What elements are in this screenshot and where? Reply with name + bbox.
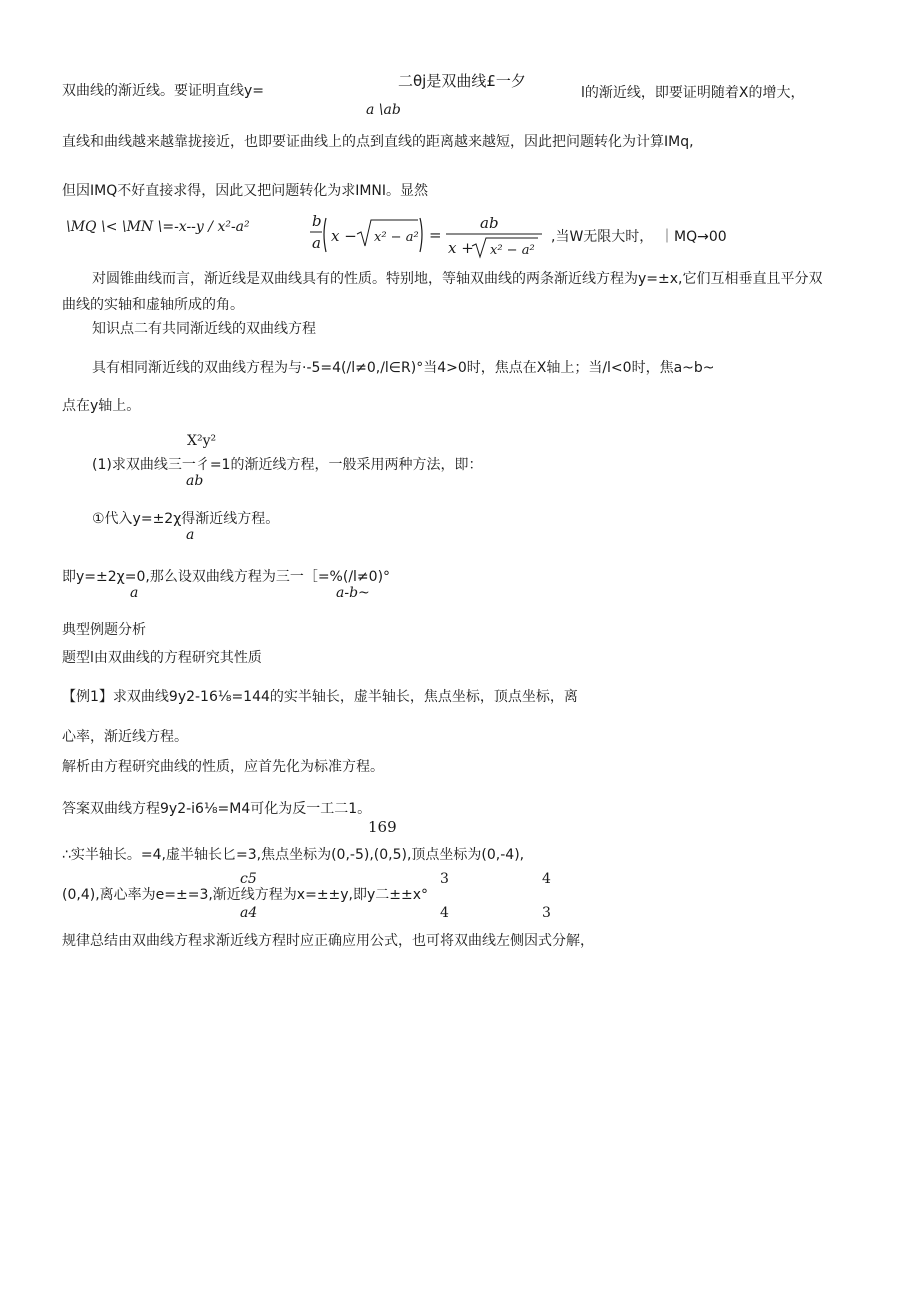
line1-top: 二θj是双曲线£一夕 [398, 72, 526, 90]
para2-line2: 点在y轴上。 [62, 398, 141, 414]
formula-den-radicand: x² − a² [490, 243, 535, 258]
line1-left: 双曲线的渐近线。要证明直线y= [62, 83, 265, 99]
result-d3: 3 [542, 905, 551, 921]
item1-sub: ab [186, 473, 204, 489]
kp2-title: 知识点二有共同渐近线的双曲线方程 [92, 321, 316, 337]
result-line1: ∴实半轴长。=4,虚半轴长匕=3,焦点坐标为(0,-5),(0,5),顶点坐标为(0,-4), [62, 847, 525, 863]
summary: 规律总结由双曲线方程求渐近线方程时应正确应用公式，也可将双曲线左侧因式分解， [62, 933, 594, 949]
ex1-line1: 【例1】求双曲线9y2-16⅛=144的实半轴长，虚半轴长，焦点坐标，顶点坐标，离 [62, 689, 578, 705]
formula-tail1: ,当W无限大时， [551, 229, 654, 245]
section-type1: 题型l由双曲线的方程研究其性质 [62, 650, 262, 666]
answer-line1: 答案双曲线方程9y2-i6⅛=M4可化为反一工二1。 [62, 801, 372, 817]
result-n3: 3 [440, 871, 449, 887]
formula-x-minus: x − [331, 227, 357, 245]
formula-den-x: x + [448, 239, 474, 257]
item2-sub: a [186, 527, 195, 543]
math-formula [310, 212, 550, 262]
line1-bottom: a \ab [366, 102, 401, 118]
line2: 直线和曲线越来越靠拢接近，也即要证曲线上的点到直线的距离越来越短，因此把问题转化为计算IMq, [62, 134, 694, 150]
para1-line1: 对圆锥曲线而言，渐近线是双曲线具有的性质。特别地，等轴双曲线的两条渐近线方程为y=±x,它们互相垂直且平分双 [92, 271, 823, 287]
result-a4: a4 [240, 905, 258, 921]
para1-line2: 曲线的实轴和虚轴所成的角。 [62, 297, 244, 313]
formula-radicand: x² − a² [374, 230, 419, 245]
result-d4: 4 [440, 905, 449, 921]
line-ie-sub2: a-b~ [336, 585, 370, 601]
result-n4: 4 [542, 871, 551, 887]
formula-a: a [312, 234, 321, 252]
item2-main: ①代入y=±2χ得渐近线方程。 [92, 511, 280, 527]
formula-equals: = [429, 226, 442, 244]
section-typical: 典型例题分析 [62, 622, 146, 638]
line-ie-sub1: a [130, 585, 139, 601]
item1-main: (1)求双曲线三一彳=1的渐近线方程，一般采用两种方法，即： [92, 457, 483, 473]
formula-num: ab [480, 214, 499, 232]
formula-left: \MQ \< \MN \=-x--y / x²-a² [66, 219, 250, 235]
line3: 但因IMQ不好直接求得，因此又把问题转化为求IMNI。显然 [62, 183, 429, 199]
item1-sup: X²y² [187, 433, 217, 449]
line-ie-main: 即y=±2χ=0,那么设双曲线方程为三一［=%(/l≠0)° [62, 569, 391, 585]
line1-right: l的渐近线，即要证明随着X的增大， [581, 85, 805, 101]
formula-tail2: ｜MQ→00 [660, 229, 727, 245]
formula-b: b [312, 212, 322, 230]
para2-line1: 具有相同渐近线的双曲线方程为与·-5=4(/l≠0,/l∈R)°当4>0时，焦点在X轴上；当/l<0时，焦a~b~ [92, 360, 715, 376]
analysis: 解析由方程研究曲线的性质，应首先化为标准方程。 [62, 759, 384, 775]
result-line2: (0,4),离心率为e=±=3,渐近线方程为x=±±y,即y二±±x° [62, 887, 429, 903]
ex1-line2: 心率，渐近线方程。 [62, 729, 188, 745]
answer-sub: 169 [368, 818, 397, 836]
result-c5: c5 [240, 871, 257, 887]
